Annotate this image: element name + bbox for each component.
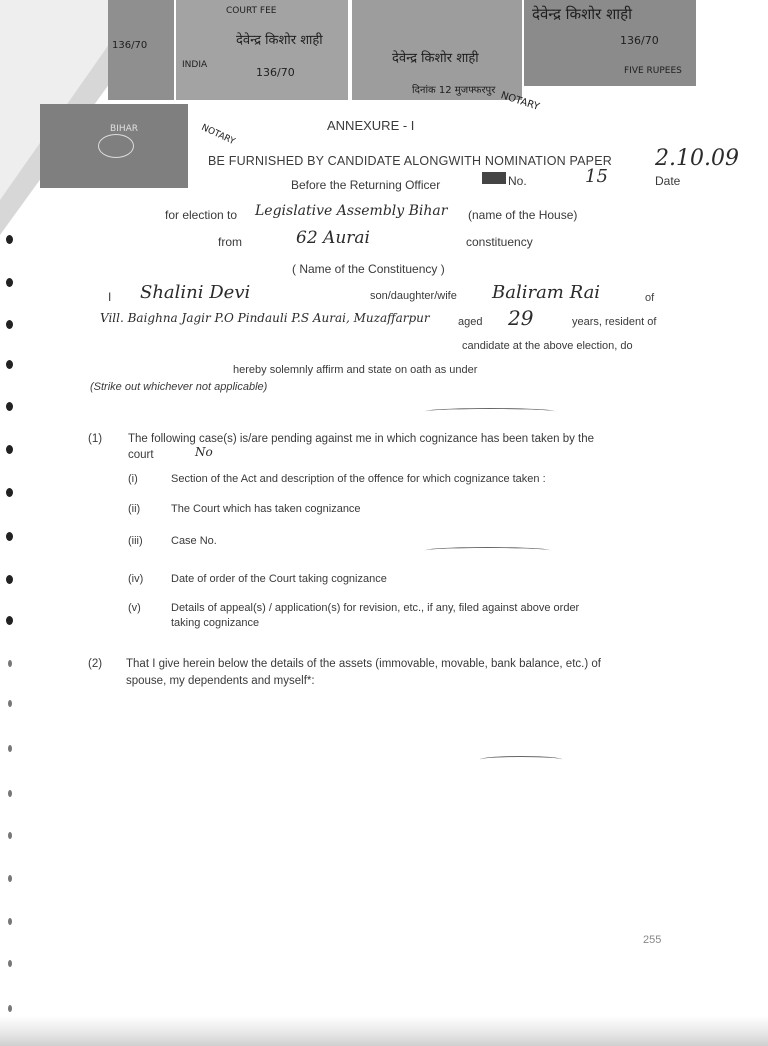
item-iv-number: (iv) (128, 573, 144, 585)
punch-hole (6, 235, 13, 244)
stamp-court-fee: COURT FEE (226, 6, 277, 16)
address-value: Vill. Baighna Jagir P.O Pindauli P.S Aurai, Muzaffarpur (100, 311, 430, 325)
pen-stroke-2 (425, 547, 550, 554)
stamp-2 (176, 0, 348, 100)
item-v-text-2: taking cognizance (171, 617, 260, 629)
annexure-title: ANNEXURE - I (327, 118, 415, 133)
stamp-3 (352, 0, 522, 100)
punch-hole (8, 918, 12, 925)
from-label: from (218, 235, 242, 249)
constituency-value: 62 Aurai (296, 228, 370, 248)
page-number: 255 (643, 934, 662, 946)
stamp-emblem-icon (98, 134, 134, 158)
constituency-label: constituency (466, 235, 533, 249)
stamp-signature-name-3: देवेन्द्र किशोर शाही (532, 5, 633, 23)
item-i-number: (i) (128, 473, 138, 485)
constituency-name-label: ( Name of the Constituency ) (292, 262, 445, 276)
serial-value: 15 (585, 166, 608, 187)
punch-hole (8, 745, 12, 752)
item-iii-text: Case No. (171, 535, 217, 547)
section-2-line-1: That I give herein below the details of the assets (immovable, movable, bank balance, etc.) of (126, 658, 601, 670)
candidate-label: candidate at the above election, do (462, 340, 633, 352)
punch-hole (6, 488, 13, 497)
scan-bottom-edge (0, 1016, 768, 1046)
redacted-box (482, 172, 506, 184)
punch-hole (8, 790, 12, 797)
stamp-sub-text: दिनांक 12 मुजफ्फरपुर (412, 85, 496, 96)
serial-label: No. (508, 174, 527, 188)
age-value: 29 (508, 306, 534, 330)
item-i-text: Section of the Act and description of the offence for which cognizance taken : (171, 473, 546, 485)
punch-hole (6, 278, 13, 287)
pen-stroke (425, 408, 555, 415)
date-label: Date (655, 174, 681, 188)
court-label: court (128, 449, 154, 461)
i-label: I (108, 290, 112, 304)
relation-label: son/daughter/wife (370, 290, 457, 302)
relation-name: Baliram Rai (492, 282, 601, 303)
notary-seal-2: NOTARY (199, 122, 237, 148)
stamp-signature-name-2: देवेन्द्र किशोर शाही (392, 51, 479, 66)
stamp-number-3: 136/70 (620, 34, 659, 47)
affirm-text: hereby solemnly affirm and state on oath as under (233, 364, 478, 376)
punch-hole (8, 875, 12, 882)
punch-hole (6, 445, 13, 454)
strike-note: (Strike out whichever not applicable) (90, 381, 268, 393)
punch-hole (6, 360, 13, 369)
aged-label: aged (458, 316, 483, 328)
notary-seal: NOTARY (499, 90, 541, 113)
item-v-text: Details of appeal(s) / application(s) for revision, etc., if any, filed against above order (171, 602, 580, 614)
item-ii-text: The Court which has taken cognizance (171, 503, 361, 515)
punch-hole (6, 320, 13, 329)
stamp-4 (524, 0, 696, 86)
punch-hole (8, 660, 12, 667)
stamp-bihar-text: BIHAR (110, 124, 139, 134)
stamp-1 (108, 0, 174, 100)
punch-hole (8, 832, 12, 839)
punch-hole (8, 960, 12, 967)
election-prefix: for election to (165, 208, 238, 222)
section-2-line-2: spouse, my dependents and myself*: (126, 675, 315, 687)
section-1-text: The following case(s) is/are pending against me in which cognizance has been taken by the (128, 433, 595, 445)
furnish-instruction: BE FURNISHED BY CANDIDATE ALONGWITH NOMINATION PAPER (208, 154, 612, 168)
stamp-bihar (40, 104, 188, 188)
court-value: No (195, 445, 213, 459)
section-1-number: (1) (88, 433, 103, 445)
stamp-signature-name: देवेन्द्र किशोर शाही (236, 33, 323, 48)
item-iii-number: (iii) (128, 535, 143, 547)
punch-hole (6, 532, 13, 541)
stamp-number-2: 136/70 (256, 66, 295, 79)
stamp-india: INDIA (182, 60, 208, 70)
item-v-number: (v) (128, 602, 141, 614)
stamp-fee-text: FIVE RUPEES (624, 66, 682, 76)
stamp-number: 136/70 (112, 40, 148, 51)
punch-hole (6, 616, 13, 625)
punch-hole (6, 402, 13, 411)
returning-officer: Before the Returning Officer (291, 178, 441, 192)
handwritten-serial-top: 2.10.09 (655, 146, 739, 171)
item-ii-number: (ii) (128, 503, 141, 515)
pen-stroke-3 (480, 756, 562, 763)
years-label: years, resident of (572, 316, 657, 328)
punch-hole (8, 700, 12, 707)
house-label: (name of the House) (468, 208, 578, 222)
candidate-name: Shalini Devi (140, 282, 251, 303)
section-2-number: (2) (88, 658, 103, 670)
punch-hole (6, 575, 13, 584)
election-value: Legislative Assembly Bihar (255, 203, 448, 219)
of-label: of (645, 292, 655, 304)
punch-hole (8, 1005, 12, 1012)
item-iv-text: Date of order of the Court taking cognizance (171, 573, 387, 585)
